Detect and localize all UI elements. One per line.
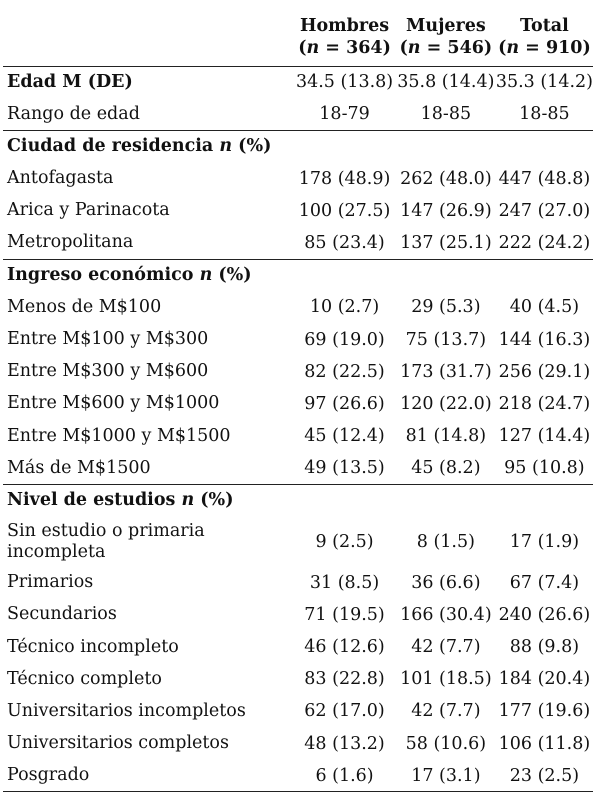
row-label: Entre M$1000 y M$1500 — [7, 425, 231, 446]
value-hombres: 178 (48.9) — [298, 168, 391, 189]
value-total: 23 (2.5) — [496, 760, 593, 792]
row-label: Ingreso económico n (%) — [3, 259, 593, 291]
value-mujeres: 81 (14.8) — [405, 426, 487, 447]
row-label: Universitarios completos — [7, 733, 229, 754]
section-row — [3, 130, 593, 162]
value-mujeres: 101 (18.5) — [400, 669, 492, 690]
row-label: Primarios — [7, 572, 94, 593]
row-label: Posgrado — [3, 760, 293, 792]
table-row — [3, 388, 593, 420]
value-mujeres: 36 (6.6) — [411, 572, 481, 593]
value-mujeres: 173 (31.7) — [400, 361, 492, 382]
header-total — [496, 8, 593, 66]
value-total: 106 (11.8) — [498, 733, 591, 754]
table-row — [3, 195, 593, 227]
demographics-table — [3, 8, 593, 792]
row-label: Antofagasta — [7, 168, 114, 189]
header-mujeres-n: (n = 546) — [399, 37, 493, 58]
table-row — [3, 452, 593, 484]
header-hombres — [293, 8, 396, 66]
row-label: Metropolitana — [7, 232, 134, 253]
value-total: 17 (1.9) — [509, 531, 580, 552]
value-mujeres: 18-85 — [420, 104, 472, 125]
section-row — [3, 66, 593, 98]
header-empty-cell — [3, 8, 293, 66]
header-hombres-n: (n = 364) — [298, 37, 391, 58]
table-row — [3, 324, 593, 356]
table-row — [3, 420, 593, 452]
value-mujeres: 262 (48.0) — [400, 168, 492, 189]
value-mujeres: 45 (8.2) — [411, 458, 481, 479]
value-mujeres: 166 (30.4) — [400, 604, 492, 625]
value-mujeres: 58 (10.6) — [405, 733, 487, 754]
header-hombres-title: Hombres — [299, 15, 390, 36]
value-mujeres: 42 (7.7) — [411, 701, 481, 722]
value-total: 447 (48.8) — [498, 168, 591, 189]
table-row — [3, 98, 593, 130]
value-total: 177 (19.6) — [498, 701, 591, 722]
section-row — [3, 484, 593, 516]
row-label: Técnico completo — [7, 668, 162, 689]
row-label: Más de M$1500 — [7, 457, 151, 478]
value-total: 184 (20.4) — [498, 669, 591, 690]
row-label: Entre M$300 y M$600 — [7, 361, 209, 382]
table-body — [3, 66, 593, 792]
value-total: 247 (27.0) — [498, 200, 591, 221]
value-mujeres: 35.8 (14.4) — [397, 72, 495, 93]
value-total: 88 (9.8) — [509, 637, 580, 658]
row-label: Menos de M$100 — [7, 296, 162, 317]
value-hombres: 71 (19.5) — [304, 604, 385, 625]
row-label: Técnico incompleto — [7, 636, 179, 657]
value-mujeres: 17 (3.1) — [396, 760, 496, 792]
value-mujeres: 8 (1.5) — [416, 531, 475, 552]
row-label: Sin estudio o primaria incompleta — [7, 520, 205, 562]
value-mujeres: 75 (13.7) — [405, 329, 487, 350]
table-row — [3, 631, 593, 663]
value-hombres: 62 (17.0) — [304, 701, 385, 722]
value-mujeres: 147 (26.9) — [400, 200, 492, 221]
table-row — [3, 695, 593, 727]
row-label: Nivel de estudios n (%) — [3, 484, 593, 516]
value-hombres: 49 (13.5) — [304, 458, 385, 479]
value-hombres: 18-79 — [319, 104, 370, 125]
value-hombres: 9 (2.5) — [315, 531, 374, 552]
row-label: Entre M$600 y M$1000 — [7, 393, 220, 414]
table-row — [3, 291, 593, 323]
header-mujeres — [396, 8, 496, 66]
value-hombres: 34.5 (13.8) — [295, 72, 394, 93]
value-total: 95 (10.8) — [504, 458, 585, 479]
table-row — [3, 227, 593, 259]
value-mujeres: 120 (22.0) — [400, 393, 492, 414]
value-total: 67 (7.4) — [509, 572, 580, 593]
header-total-n: (n = 910) — [498, 37, 591, 58]
value-total: 18-85 — [519, 104, 570, 125]
table-header — [3, 8, 593, 66]
row-label: Entre M$100 y M$300 — [7, 329, 209, 350]
value-hombres: 10 (2.7) — [309, 297, 380, 318]
table-row — [3, 517, 593, 567]
table-row — [3, 663, 593, 695]
row-label: Universitarios incompletos — [7, 700, 246, 721]
value-total: 240 (26.6) — [498, 604, 591, 625]
row-label: Edad M (DE) — [7, 71, 133, 92]
value-mujeres: 29 (5.3) — [411, 297, 481, 318]
row-label: Rango de edad — [7, 103, 140, 124]
value-mujeres: 42 (7.7) — [411, 637, 481, 658]
value-hombres: 46 (12.6) — [304, 637, 385, 658]
table-row — [3, 728, 593, 760]
value-total: 218 (24.7) — [498, 393, 591, 414]
row-label: Ciudad de residencia n (%) — [3, 130, 593, 162]
value-total: 40 (4.5) — [509, 297, 580, 318]
value-hombres: 100 (27.5) — [298, 200, 391, 221]
value-hombres: 6 (1.6) — [293, 760, 396, 792]
value-total: 35.3 (14.2) — [495, 72, 593, 93]
value-hombres: 85 (23.4) — [304, 232, 385, 253]
value-hombres: 83 (22.8) — [304, 669, 385, 690]
table-row — [3, 356, 593, 388]
table-row — [3, 599, 593, 631]
section-row — [3, 259, 593, 291]
value-hombres: 45 (12.4) — [304, 426, 385, 447]
header-mujeres-title: Mujeres — [405, 15, 486, 36]
value-hombres: 48 (13.2) — [304, 733, 385, 754]
value-hombres: 97 (26.6) — [304, 393, 385, 414]
value-hombres: 31 (8.5) — [309, 572, 380, 593]
table-row — [3, 760, 593, 792]
row-label: Arica y Parinacota — [7, 200, 170, 221]
value-mujeres: 137 (25.1) — [400, 232, 492, 253]
value-hombres: 82 (22.5) — [304, 361, 385, 382]
value-total: 127 (14.4) — [498, 426, 591, 447]
value-total: 222 (24.2) — [498, 232, 591, 253]
value-hombres: 69 (19.0) — [304, 329, 385, 350]
table-row — [3, 163, 593, 195]
header-total-title: Total — [520, 15, 569, 36]
table-row — [3, 567, 593, 599]
value-total: 144 (16.3) — [498, 329, 591, 350]
row-label: Secundarios — [7, 604, 117, 625]
value-total: 256 (29.1) — [498, 361, 591, 382]
